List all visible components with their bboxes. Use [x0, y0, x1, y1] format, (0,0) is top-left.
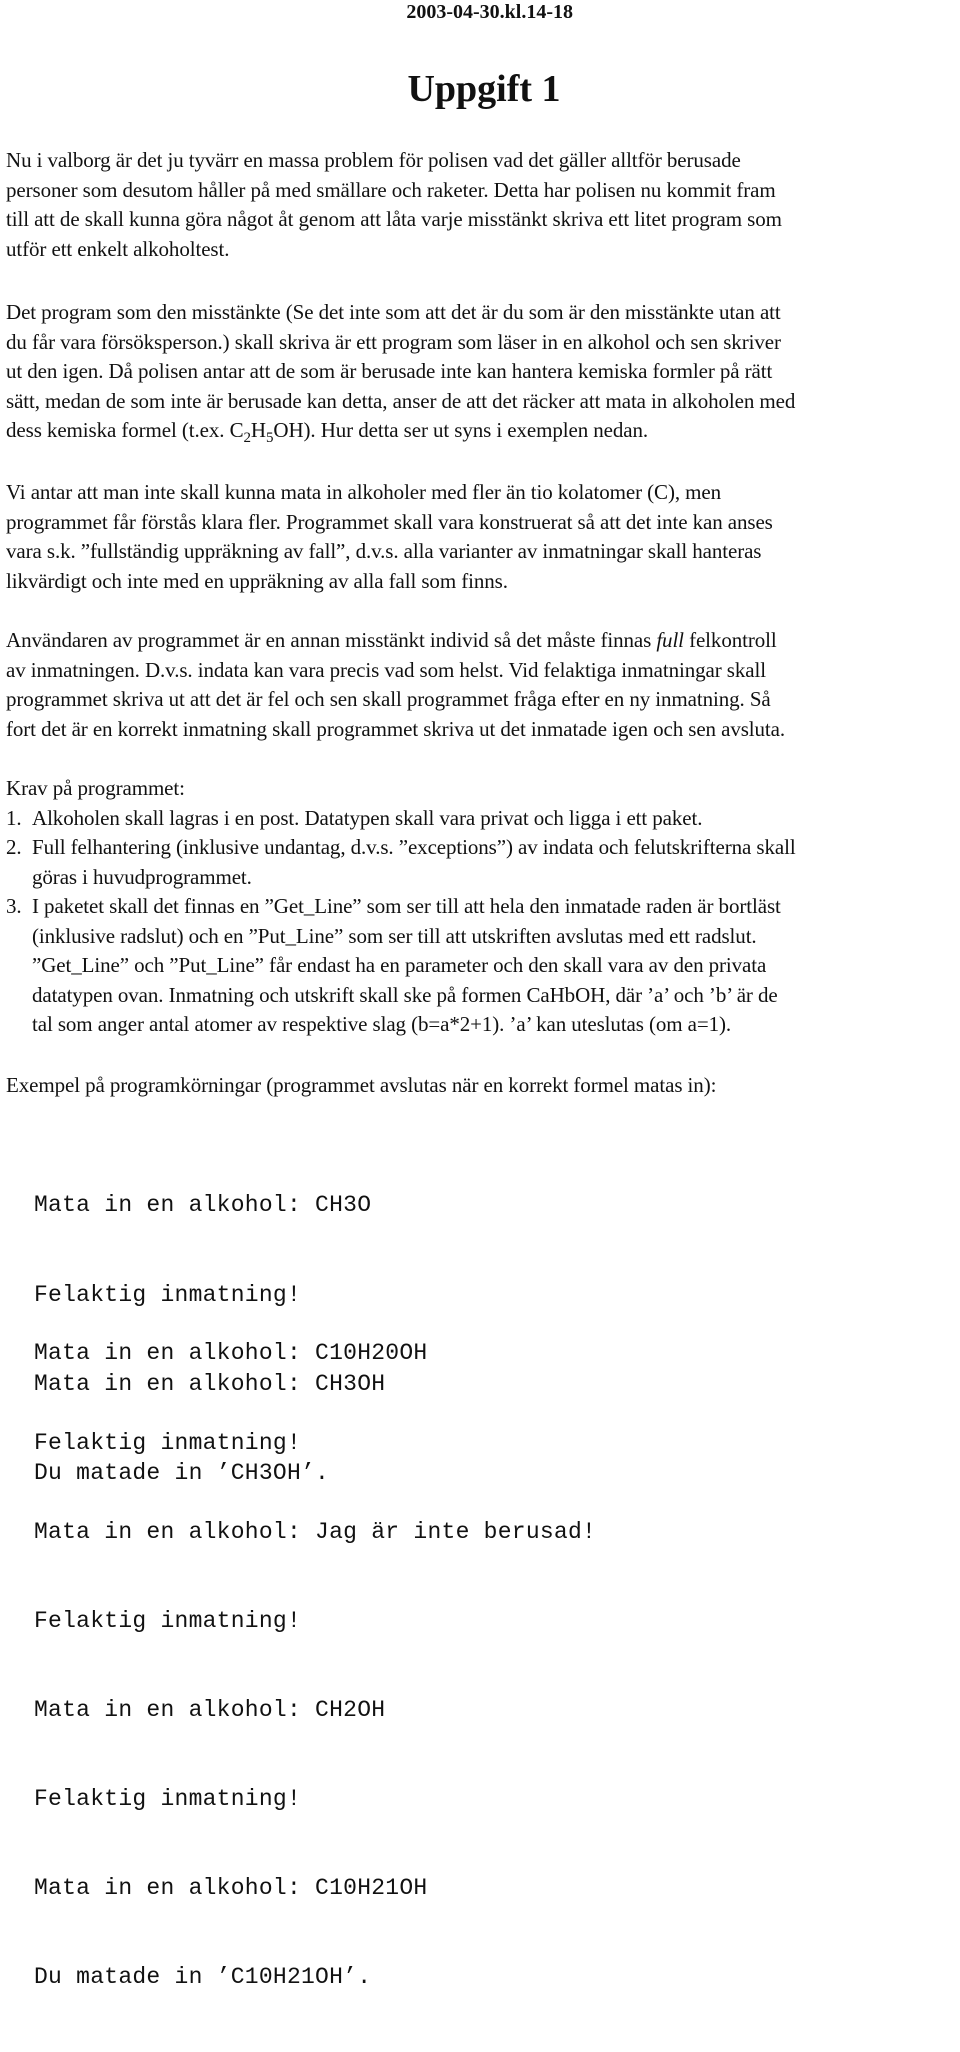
console-line: Mata in en alkohol: C10H21OH [34, 1874, 428, 1901]
console-line: Mata in en alkohol: C10H20OH [34, 1340, 428, 1367]
requirement-line: ”Get_Line” och ”Put_Line” får endast ha en parameter och den skall vara av den privata [32, 953, 767, 977]
paragraph-line: sätt, medan de som inte är berusade kan detta, anser de att det räcker att mata in alkoholen med [6, 388, 796, 413]
requirement-line: Full felhantering (inklusive undantag, d.v.s. ”exceptions”) av indata och felutskrifterna skall [32, 835, 796, 859]
page-title: Uppgift 1 [407, 68, 561, 110]
requirement-line: Alkoholen skall lagras i en post. Datatypen skall vara privat och ligga i ett paket. [32, 805, 703, 830]
console-line: Mata in en alkohol: Jag är inte berusad! [34, 1518, 597, 1545]
paragraph-line-formula [6, 416, 958, 446]
console-line: Mata in en alkohol: CH3O [34, 1192, 372, 1219]
requirement-number: 3. [6, 894, 22, 918]
text-after-italic: felkontroll [683, 628, 777, 652]
paragraph-line: fort det är en korrekt inmatning skall programmet skriva ut det inmatade igen och sen avsluta. [6, 716, 786, 741]
formula-text-before: dess kemiska formel (t.ex. C [6, 418, 244, 442]
console-line: Felaktig inmatning! [34, 1785, 301, 1812]
text-before-italic: Användaren av programmet är en annan misstänkt individ så det måste finnas [6, 628, 657, 652]
paragraph-line: Vi antar att man inte skall kunna mata in alkoholer med fler än tio kolatomer (C), men [6, 480, 721, 504]
paragraph-line: vara s.k. ”fullständig uppräkning av fall”, d.v.s. alla varianter av inmatningar skall hanteras [6, 539, 762, 563]
console-line: Mata in en alkohol: CH2OH [34, 1696, 386, 1723]
requirement-line: göras i huvudprogrammet. [32, 864, 252, 889]
console-line: Mata in en alkohol: CH3OH [34, 1370, 386, 1397]
requirement-item [6, 892, 958, 1040]
requirement-number: 2. [6, 835, 22, 859]
requirements-section [6, 774, 958, 1040]
paragraph-line: utför ett enkelt alkoholtest. [6, 236, 230, 261]
requirement-line: datatypen ovan. Inmatning och utskrift skall ske på formen CaHbOH, där ’a’ och ’b’ är de [32, 982, 778, 1007]
console-line: Du matade in ’C10H21OH’. [34, 1964, 372, 1991]
formula-text-mid: H [250, 418, 266, 442]
paragraph-line: ut den igen. Då polisen antar att de som är berusade inte kan hantera kemiska formler på rätt [6, 359, 773, 383]
paragraph-line: Nu i valborg är det ju tyvärr en massa problem för polisen vad det gäller alltför berusade [6, 148, 741, 172]
requirements-heading: Krav på programmet: [6, 776, 185, 800]
console-line: Felaktig inmatning! [34, 1281, 301, 1308]
requirement-line: I paketet skall det finnas en ”Get_Line” som ser till att hela den inmatade raden är bortläst [32, 894, 781, 918]
paragraph-line: till att de skall kunna göra något åt genom att låta varje misstänkt skriva ett litet program som [6, 207, 782, 231]
example-run-2 [34, 1280, 596, 2052]
header-date: 2003-04-30.kl.14-18 [406, 1, 573, 23]
requirement-item [6, 833, 958, 892]
paragraph-error-handling [6, 626, 958, 744]
requirement-line: (inklusive radslut) och en ”Put_Line” som ser till att utskriften avslutas med ett radslut. [32, 923, 757, 948]
console-line: Du matade in ’CH3OH’. [34, 1459, 330, 1486]
formula-subscript: 5 [265, 430, 274, 446]
italic-emphasis: full [656, 628, 684, 652]
paragraph-program-description [6, 298, 958, 446]
requirement-number: 1. [6, 805, 22, 830]
formula-text-after: OH). Hur detta ser ut syns i exemplen nedan. [273, 418, 649, 442]
console-line: Felaktig inmatning! [34, 1607, 301, 1634]
formula-subscript: 2 [243, 430, 251, 446]
console-line: Felaktig inmatning! [34, 1429, 301, 1456]
paragraph-line: programmet får förstås klara fler. Programmet skall vara konstruerat så att det inte kan anses [6, 509, 773, 534]
paragraph-line: personer som desutom håller på med smällare och raketer. Detta har polisen nu kommit fram [6, 177, 776, 202]
requirement-item [6, 804, 958, 834]
paragraph-line-italic [6, 626, 958, 656]
paragraph-line: likvärdigt och inte med en uppräkning av alla fall som finns. [6, 568, 508, 593]
paragraph-intro [6, 146, 958, 264]
paragraph-line: programmet skriva ut att det är fel och sen skall programmet fråga efter en ny inmatning. Så [6, 687, 771, 711]
paragraph-line: Det program som den misstänkte (Se det inte som att det är du som är den misstänkte utan att [6, 300, 781, 324]
requirement-line: tal som anger antal atomer av respektive slag (b=a*2+1). ’a’ kan uteslutas (om a=1). [32, 1012, 732, 1036]
paragraph-line: av inmatningen. D.v.s. indata kan vara precis vad som helst. Vid felaktiga inmatningar skall [6, 657, 766, 682]
examples-heading: Exempel på programkörningar (programmet avslutas när en korrekt formel matas in): [6, 1073, 717, 1097]
paragraph-carbon-limit [6, 478, 958, 596]
examples-section [6, 1071, 958, 1101]
paragraph-line: du får vara försöksperson.) skall skriva är ett program som läser in en alkohol och sen skriver [6, 329, 781, 354]
